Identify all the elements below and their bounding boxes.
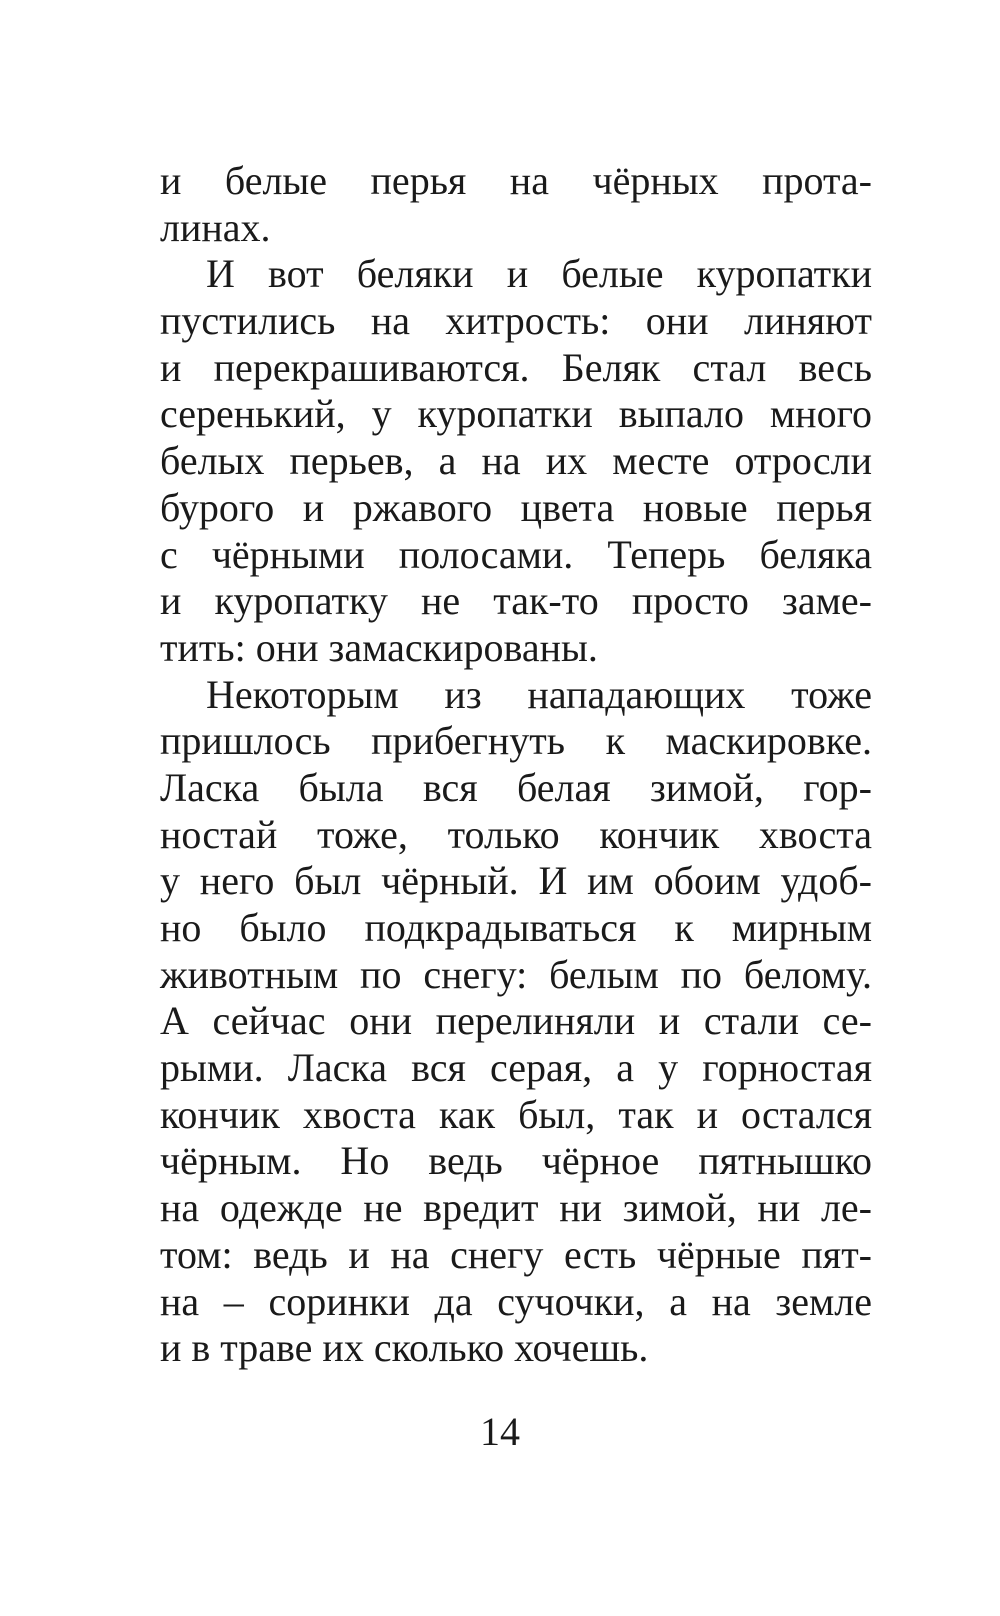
text-line: кончик хвоста как был, так и остался — [160, 1091, 872, 1137]
text-line: пришлось прибегнуть к маскировке. — [160, 718, 872, 764]
text-line: на одежде не вредит ни зимой, ни ле- — [160, 1185, 872, 1231]
text-line: Некоторым из нападающих тоже — [206, 671, 872, 717]
text-line: с чёрными полосами. Теперь беляка — [160, 531, 872, 577]
text-line: и белые перья на чёрных прота- — [160, 158, 872, 203]
text-line: на – соринки да сучочки, а на земле — [160, 1278, 872, 1324]
text-line: чёрным. Но ведь чёрное пятнышко — [160, 1138, 872, 1184]
text-line: пустились на хитрость: они линяют — [160, 298, 872, 344]
text-line: серенький, у куропатки выпало много — [160, 391, 872, 437]
text-line: И вот беляки и белые куропатки — [206, 251, 872, 297]
text-line: и перекрашиваются. Беляк стал весь — [160, 344, 872, 390]
text-line: линах. — [160, 204, 271, 250]
text-line: животным по снегу: белым по белому. — [160, 951, 872, 997]
text-line: бурого и ржавого цвета новые перья — [160, 484, 872, 530]
text-line: и в траве их сколько хочешь. — [160, 1325, 649, 1371]
text-line: белых перьев, а на их месте отросли — [160, 438, 872, 484]
text-line: но было подкрадываться к мирным — [160, 905, 872, 950]
text-line: тить: они замаскированы. — [160, 624, 598, 670]
text-line: у него был чёрный. И им обоим удоб- — [160, 858, 872, 904]
text-line: том: ведь и на снегу есть чёрные пят- — [160, 1231, 872, 1277]
text-line: Ласка была вся белая зимой, гор- — [160, 764, 872, 810]
text-line: и куропатку не так-то просто заме- — [160, 578, 872, 624]
text-line: А сейчас они перелиняли и стали се- — [160, 998, 872, 1044]
body-text — [160, 158, 872, 1372]
page-number: 14 — [480, 1409, 520, 1454]
text-line: ностай тоже, только кончик хвоста — [160, 811, 872, 857]
text-line: рыми. Ласка вся серая, а у горностая — [160, 1045, 872, 1091]
